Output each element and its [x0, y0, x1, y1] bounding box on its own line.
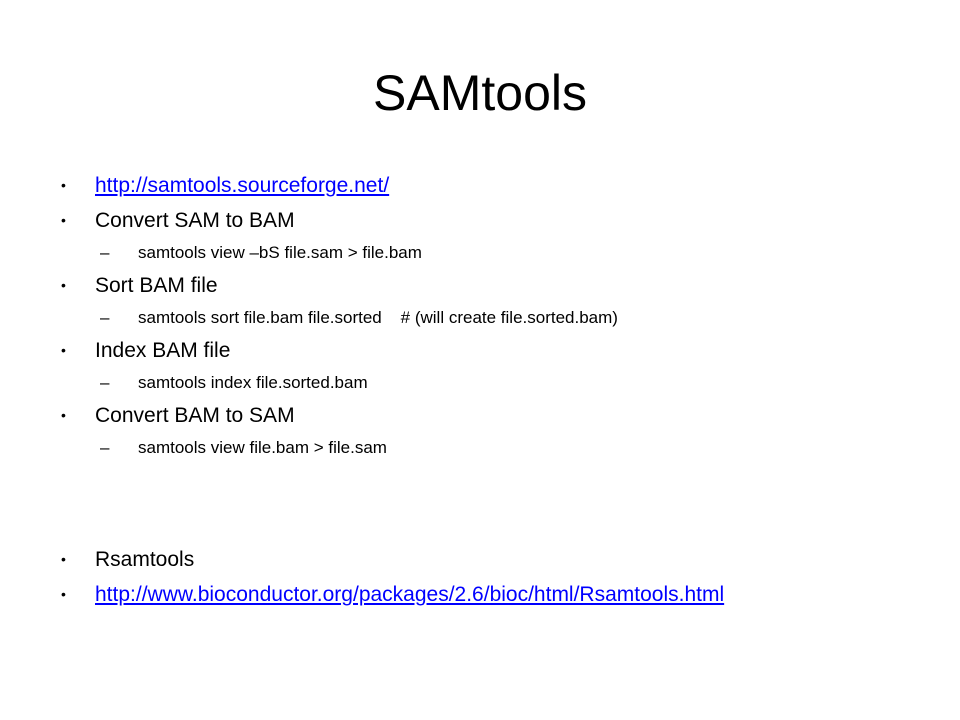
sub-item-text: samtools view file.bam > file.sam	[138, 438, 387, 457]
sub-item-text: samtools index file.sorted.bam	[138, 373, 368, 392]
rsamtools-link[interactable]: http://www.bioconductor.org/packages/2.6/bioc/html/Rsamtools.html	[95, 583, 725, 606]
dash-icon: –	[100, 243, 110, 262]
bullet-text: Index BAM file	[95, 339, 231, 362]
bullet-icon: •	[61, 277, 66, 293]
bullet-text: Rsamtools	[95, 548, 195, 571]
bullet-icon: •	[61, 551, 66, 567]
slide-title: SAMtools	[373, 65, 587, 121]
samtools-link[interactable]: http://samtools.sourceforge.net/	[95, 174, 390, 197]
sub-item	[60, 433, 920, 463]
dash-icon: –	[100, 308, 110, 327]
sub-item-text: samtools view –bS file.sam > file.bam	[138, 243, 422, 262]
bullet-item	[60, 577, 920, 612]
bullet-text: Convert BAM to SAM	[95, 404, 295, 427]
bullet-item	[60, 542, 920, 577]
bullet-item	[60, 333, 920, 368]
spacer	[60, 463, 920, 542]
bullet-text: Convert SAM to BAM	[95, 209, 295, 232]
bullet-item	[60, 203, 920, 238]
bullet-item	[60, 398, 920, 433]
bullet-icon: •	[61, 586, 66, 602]
bullet-icon: •	[61, 407, 66, 423]
sub-item	[60, 368, 920, 398]
sub-item	[60, 238, 920, 268]
dash-icon: –	[100, 438, 110, 457]
sub-item-text: samtools sort file.bam file.sorted # (will create file.sorted.bam)	[138, 308, 618, 327]
slide-body	[60, 168, 920, 612]
dash-icon: –	[100, 373, 110, 392]
bullet-text: Sort BAM file	[95, 274, 218, 297]
bullet-item	[60, 268, 920, 303]
bullet-icon: •	[61, 177, 66, 193]
sub-item	[60, 303, 920, 333]
bullet-item	[60, 168, 920, 203]
bullet-icon: •	[61, 342, 66, 358]
bullet-icon: •	[61, 212, 66, 228]
